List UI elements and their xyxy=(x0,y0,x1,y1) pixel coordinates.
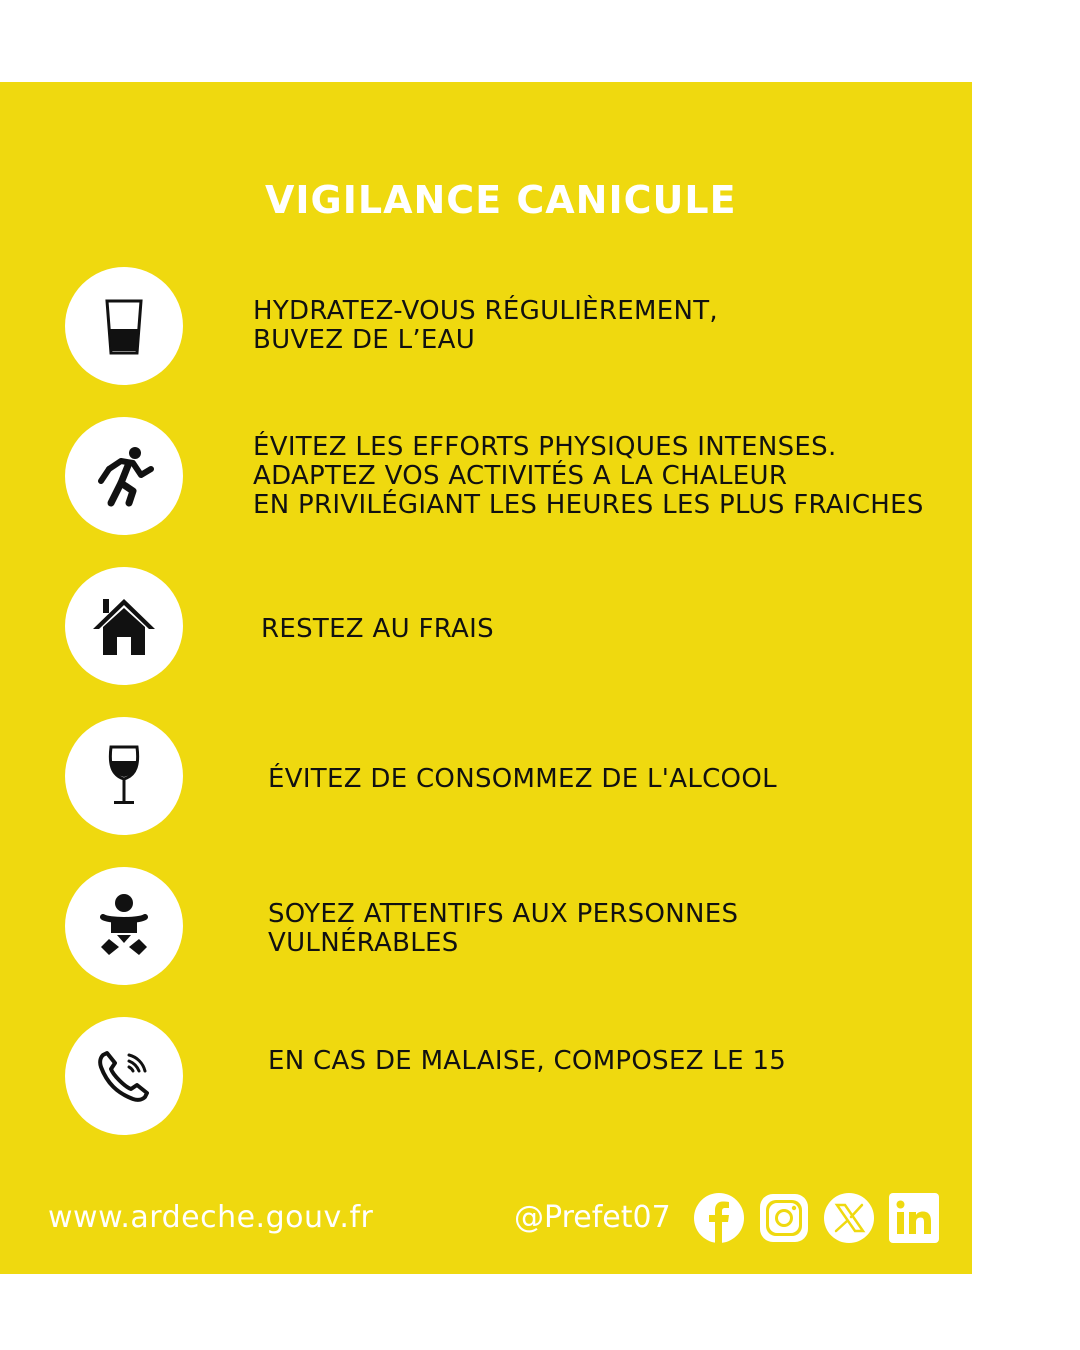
tip-line: ADAPTEZ VOS ACTIVITÉS A LA CHALEUR xyxy=(253,461,788,491)
tip-text-efforts xyxy=(253,433,924,520)
instagram-icon[interactable] xyxy=(758,1192,810,1244)
tip-line: HYDRATEZ-VOUS RÉGULIÈREMENT, xyxy=(253,296,718,326)
running-person-icon xyxy=(65,417,183,535)
tip-line: BUVEZ DE L’EAU xyxy=(253,325,476,355)
facebook-icon[interactable] xyxy=(693,1192,745,1244)
water-glass-icon xyxy=(65,267,183,385)
wine-glass-icon xyxy=(65,717,183,835)
house-icon xyxy=(65,567,183,685)
tip-text-vulnerables xyxy=(268,900,738,958)
tip-text-frais xyxy=(261,615,494,644)
tip-line: VULNÉRABLES xyxy=(268,928,459,958)
phone-call-icon xyxy=(65,1017,183,1135)
tip-text-alcool xyxy=(268,765,777,794)
tip-line: EN CAS DE MALAISE, COMPOSEZ LE 15 xyxy=(268,1046,787,1076)
tip-line: ÉVITEZ DE CONSOMMEZ DE L'ALCOOL xyxy=(268,764,777,794)
tip-text-hydrate xyxy=(253,297,718,355)
tip-text-malaise xyxy=(268,1047,786,1076)
tip-line: SOYEZ ATTENTIFS AUX PERSONNES xyxy=(268,899,739,929)
tip-line: ÉVITEZ LES EFFORTS PHYSIQUES INTENSES. xyxy=(253,432,837,462)
tip-line: EN PRIVILÉGIANT LES HEURES LES PLUS FRAICHES xyxy=(253,490,924,520)
x-icon[interactable] xyxy=(823,1192,875,1244)
website-link[interactable]: www.ardeche.gouv.fr xyxy=(48,1200,374,1235)
social-handle[interactable]: @Prefet07 xyxy=(514,1200,671,1235)
linkedin-icon[interactable] xyxy=(888,1192,940,1244)
page-title: VIGILANCE CANICULE xyxy=(265,178,737,222)
tip-line: RESTEZ AU FRAIS xyxy=(261,614,494,644)
baby-icon xyxy=(65,867,183,985)
